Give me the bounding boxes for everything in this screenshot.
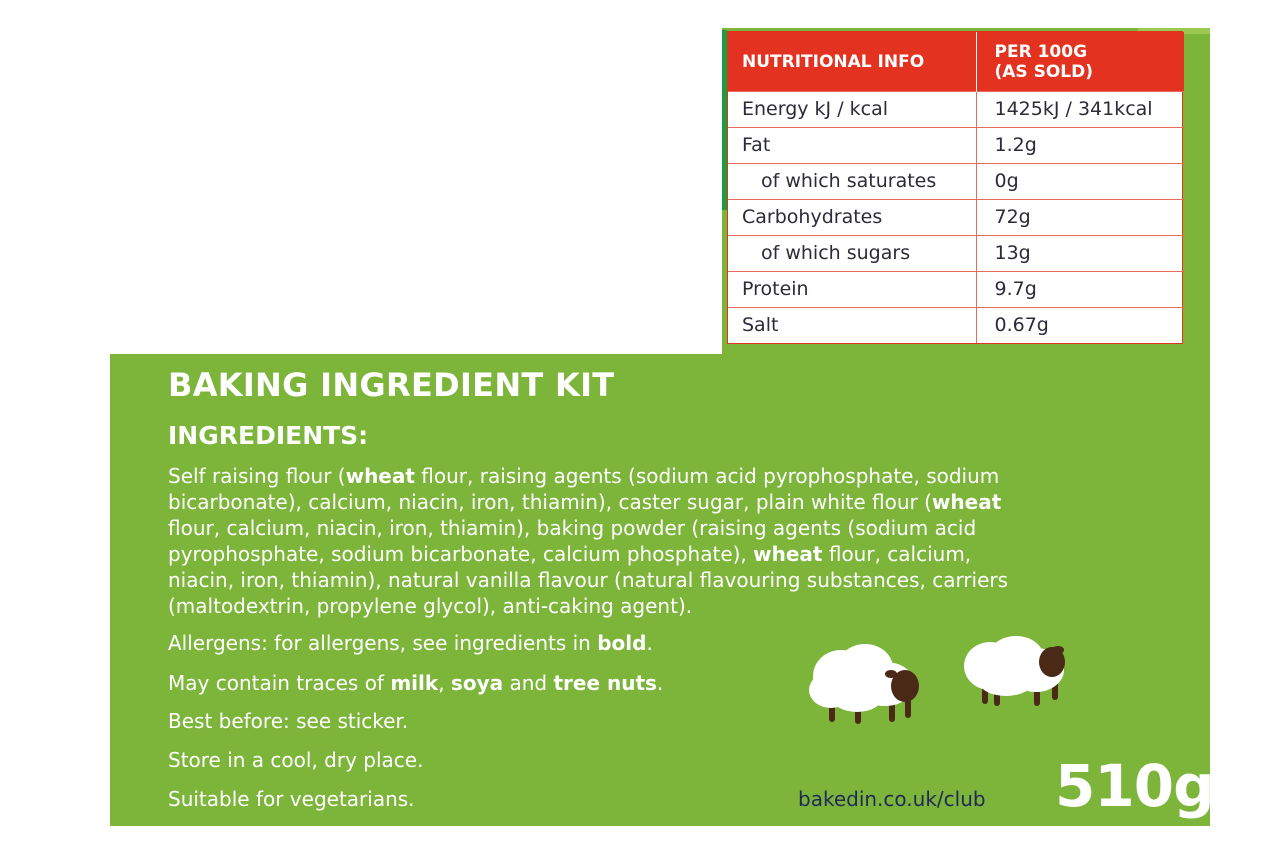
nutrition-row (728, 271, 1184, 307)
ingredients-line: pyrophosphate, sodium bicarbonate, calcium phosphate), wheat flour, calcium, (168, 542, 972, 566)
storage-note: Store in a cool, dry place. (168, 748, 424, 772)
nutrition-row (728, 127, 1184, 163)
ingredients-line: niacin, iron, thiamin), natural vanilla flavour (natural flavouring substances, carriers (168, 568, 1009, 592)
nutrient-value: 13g (976, 235, 1184, 271)
header-as-sold: (AS SOLD) (994, 61, 1093, 82)
allergens-note: Allergens: for allergens, see ingredients in bold. (168, 631, 653, 655)
nutrient-value: 1.2g (976, 127, 1184, 163)
nutrition-row (728, 199, 1184, 235)
allergen-bold: wheat (345, 464, 415, 488)
nutrient-value: 9.7g (976, 271, 1184, 307)
website-link[interactable]: bakedin.co.uk/club (798, 787, 986, 811)
nutrient-label: Salt (728, 307, 976, 343)
nutrient-label: Carbohydrates (728, 199, 976, 235)
sheep-right-icon (960, 630, 1072, 712)
sheep-left-icon (805, 640, 927, 728)
best-before-note: Best before: see sticker. (168, 709, 409, 733)
allergen-bold: wheat (931, 490, 1002, 514)
nutrition-row (728, 92, 1184, 128)
nutrition-table (727, 31, 1183, 344)
pack-weight: 510g (1055, 752, 1214, 820)
kit-title: BAKING INGREDIENT KIT (168, 366, 615, 404)
ingredients-line: Self raising flour (wheat flour, raising agents (sodium acid pyrophosphate, sodium (168, 464, 1000, 488)
nutrition-row (728, 163, 1184, 199)
ingredients-line: bicarbonate), calcium, niacin, iron, thiamin), caster sugar, plain white flour (wheat (168, 490, 1002, 514)
ingredients-text (168, 463, 1118, 619)
ingredients-title: INGREDIENTS: (168, 421, 369, 450)
nutrient-value: 1425kJ / 341kcal (976, 92, 1184, 128)
allergen-bold: wheat (753, 542, 823, 566)
nutrient-label: Fat (728, 127, 976, 163)
nutrient-value: 0g (976, 163, 1184, 199)
traces-note: May contain traces of milk, soya and tree nuts. (168, 671, 664, 695)
nutrient-value: 0.67g (976, 307, 1184, 343)
nutrition-row (728, 235, 1184, 271)
vegetarian-note: Suitable for vegetarians. (168, 787, 415, 811)
nutrition-header-label: NUTRITIONAL INFO (728, 32, 976, 92)
nutrient-label: Protein (728, 271, 976, 307)
nutrient-label: of which saturates (728, 163, 976, 199)
nutrient-value: 72g (976, 199, 1184, 235)
nutrition-header-row (728, 32, 1184, 92)
ingredients-line: flour, calcium, niacin, iron, thiamin), baking powder (raising agents (sodium acid (168, 516, 977, 540)
nutrition-header-value (976, 32, 1184, 92)
nutrient-label: Energy kJ / kcal (728, 92, 976, 128)
nutrition-row (728, 307, 1184, 343)
ingredients-line: (maltodextrin, propylene glycol), anti-caking agent). (168, 594, 693, 618)
header-per-100g: PER 100G (994, 41, 1088, 62)
nutrient-label: of which sugars (728, 235, 976, 271)
